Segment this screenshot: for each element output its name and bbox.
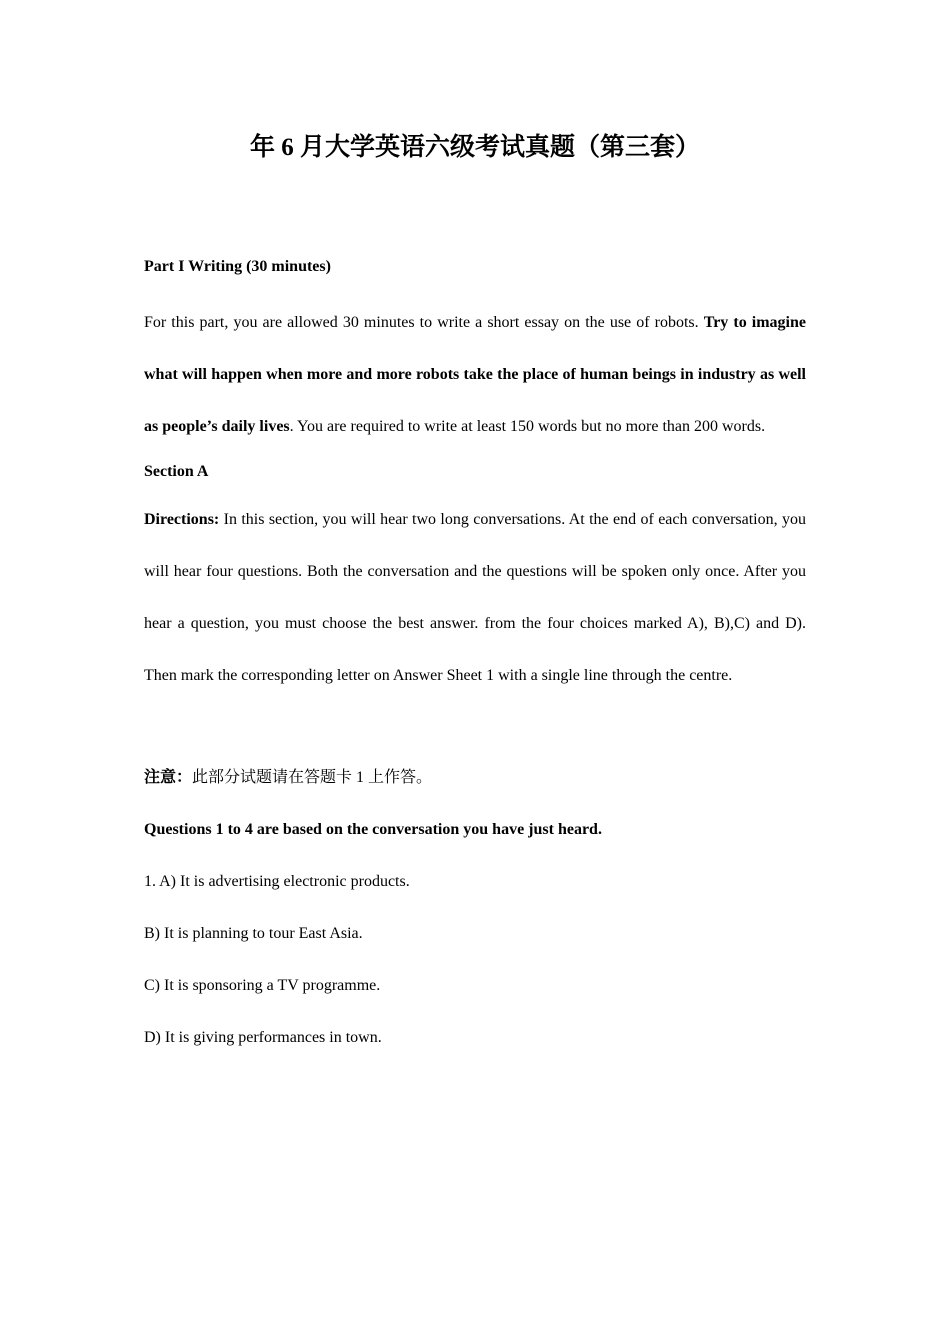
part1-bold-prompt: Try to imagine what will happen when more and more robots take the place of human beings in industry as well as people’s daily lives xyxy=(144,314,807,435)
question1-option-c: C) It is sponsoring a TV programme. xyxy=(144,977,381,994)
section-a-heading: Section A xyxy=(144,463,209,480)
part1-rest-text: . You are required to write at least 150 words but no more than 200 words. xyxy=(289,418,766,435)
blank-spacer xyxy=(144,702,806,752)
note-label: 注意： xyxy=(144,769,193,786)
document-body xyxy=(144,252,806,1064)
part1-intro-text: For this part, you are allowed 30 minutes to write a short essay on the use of robots. xyxy=(144,314,704,331)
directions-text: In this section, you will hear two long conversations. At the end of each conversation, you will hear four questions. Both the conversation and the questions will be spoken only once. After you hear a question, you must choose the best answer. from the four choices marked A), B),C) and D). Then mark the corresponding letter on Answer Sheet 1 with a single line through the centre. xyxy=(144,511,806,684)
document-title: 年 6 月大学英语六级考试真题（第三套） xyxy=(249,134,700,161)
questions-heading: Questions 1 to 4 are based on the conversation you have just heard. xyxy=(144,821,602,838)
part1-heading: Part I Writing (30 minutes) xyxy=(144,258,331,275)
answer-note xyxy=(144,752,806,804)
section-a-directions xyxy=(144,494,806,702)
directions-label: Directions: xyxy=(144,511,220,528)
question1-option-a: 1. A) It is advertising electronic products. xyxy=(144,873,410,890)
question1-option-b: B) It is planning to tour East Asia. xyxy=(144,925,363,942)
part1-instructions xyxy=(144,297,806,453)
question1-option-d: D) It is giving performances in town. xyxy=(144,1029,382,1046)
note-text: 此部分试题请在答题卡 1 上作答。 xyxy=(192,769,433,786)
